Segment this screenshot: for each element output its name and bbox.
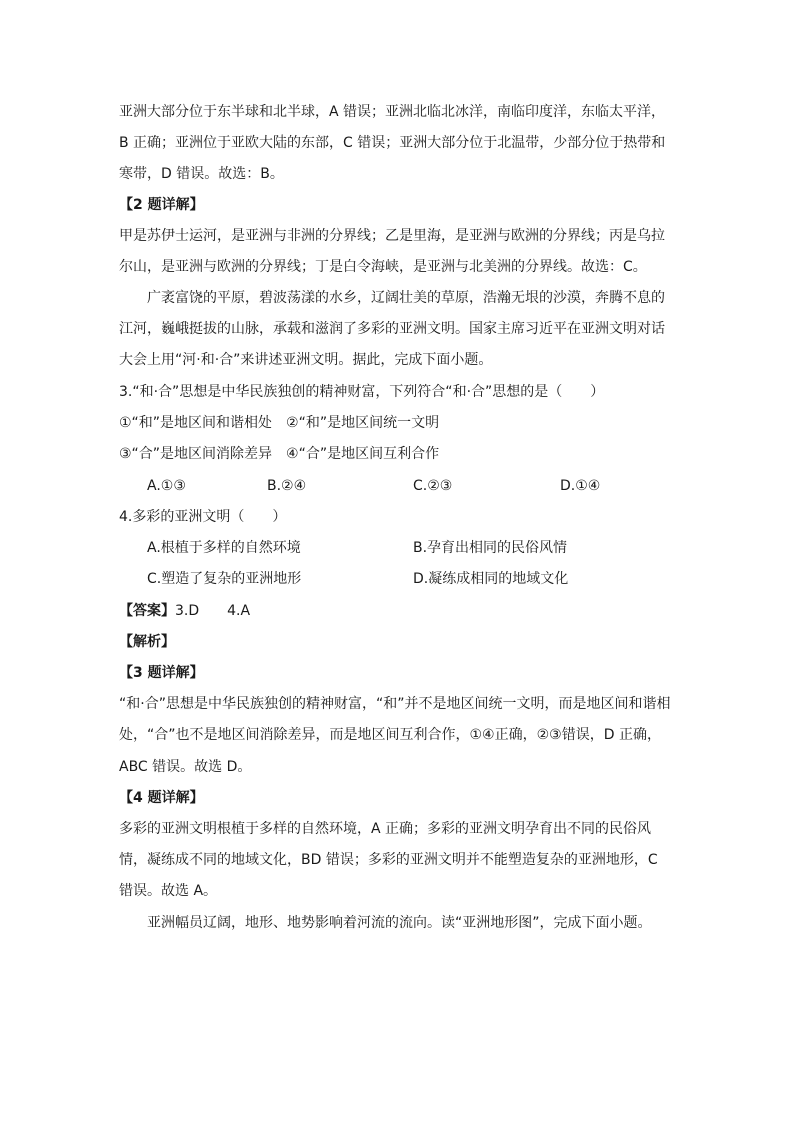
- q4-detail-heading: 【4 题详解】: [119, 790, 204, 806]
- q4-stem: 4.多彩的亚洲文明（ ）: [119, 509, 287, 525]
- analysis-heading: 【解析】: [119, 634, 175, 650]
- q3-detail-heading: 【3 题详解】: [119, 665, 204, 681]
- q4-option-c: C.塑造了复杂的亚洲地形: [147, 571, 302, 587]
- q1-answer-line-3: 寒带，D 错误。故选：B。: [119, 166, 284, 182]
- q4-detail-line-1: 多彩的亚洲文明根植于多样的自然环境，A 正确；多彩的亚洲文明孕育出不同的民俗风: [119, 821, 652, 837]
- answer-value: 3.D 4.A: [175, 603, 251, 619]
- passage-line-3: 大会上用“河·和·合”来讲述亚洲文明。据此，完成下面小题。: [119, 352, 493, 368]
- q4-detail-line-3: 错误。故选 A。: [119, 883, 218, 899]
- q3-option-a: A.①③: [147, 478, 186, 494]
- answer-label: 【答案】: [119, 603, 175, 619]
- q3-detail-line-2: 处，“合”也不是地区间消除差异，而是地区间互利合作，①④正确，②③错误，D 正确，: [119, 727, 661, 743]
- passage-line-1: 广袤富饶的平原，碧波荡漾的水乡，辽阔壮美的草原，浩瀚无垠的沙漠，奔腾不息的: [147, 290, 665, 306]
- q3-option-b: B.②④: [267, 478, 307, 494]
- q3-option-d: D.①④: [560, 478, 601, 494]
- q3-option-c: C.②③: [413, 478, 453, 494]
- q4-detail-line-2: 情，凝练成不同的地域文化，BD 错误；多彩的亚洲文明并不能塑造复杂的亚洲地形，C: [119, 852, 658, 868]
- final-passage: 亚洲幅员辽阔，地形、地势影响着河流的流向。读“亚洲地形图”，完成下面小题。: [147, 915, 652, 931]
- q4-option-b: B.孕育出相同的民俗风情: [413, 540, 568, 556]
- q3-statements-row-1: ①“和”是地区间和谐相处 ②“和”是地区间统一文明: [119, 415, 440, 431]
- q2-detail-line-2: 尔山，是亚洲与欧洲的分界线；丁是白令海峡，是亚洲与北美洲的分界线。故选：C。: [119, 259, 647, 275]
- q4-option-d: D.凝练成相同的地域文化: [413, 571, 569, 587]
- q3-statements-row-2: ③“合”是地区间消除差异 ④“合”是地区间互利合作: [119, 446, 440, 462]
- q2-detail-line-1: 甲是苏伊士运河，是亚洲与非洲的分界线；乙是里海，是亚洲与欧洲的分界线；丙是乌拉: [119, 228, 665, 244]
- q3-detail-line-1: “和·合”思想是中华民族独创的精神财富，“和”并不是地区间统一文明，而是地区间和谐相: [119, 696, 671, 712]
- q3-detail-line-3: ABC 错误。故选 D。: [119, 759, 252, 775]
- q1-answer-line-2: B 正确；亚洲位于亚欧大陆的东部，C 错误；亚洲大部分位于北温带，少部分位于热带和: [119, 135, 666, 151]
- q2-detail-heading: 【2 题详解】: [119, 197, 204, 213]
- q3-stem: 3.“和·合”思想是中华民族独创的精神财富，下列符合“和·合”思想的是（ ）: [119, 384, 605, 400]
- passage-line-2: 江河，巍峨挺拔的山脉，承载和滋润了多彩的亚洲文明。国家主席习近平在亚洲文明对话: [119, 321, 665, 337]
- q4-option-a: A.根植于多样的自然环境: [147, 540, 301, 556]
- answer-line: [119, 601, 679, 621]
- q1-answer-line-1: 亚洲大部分位于东半球和北半球，A 错误；亚洲北临北冰洋，南临印度洋，东临太平洋，: [119, 104, 666, 120]
